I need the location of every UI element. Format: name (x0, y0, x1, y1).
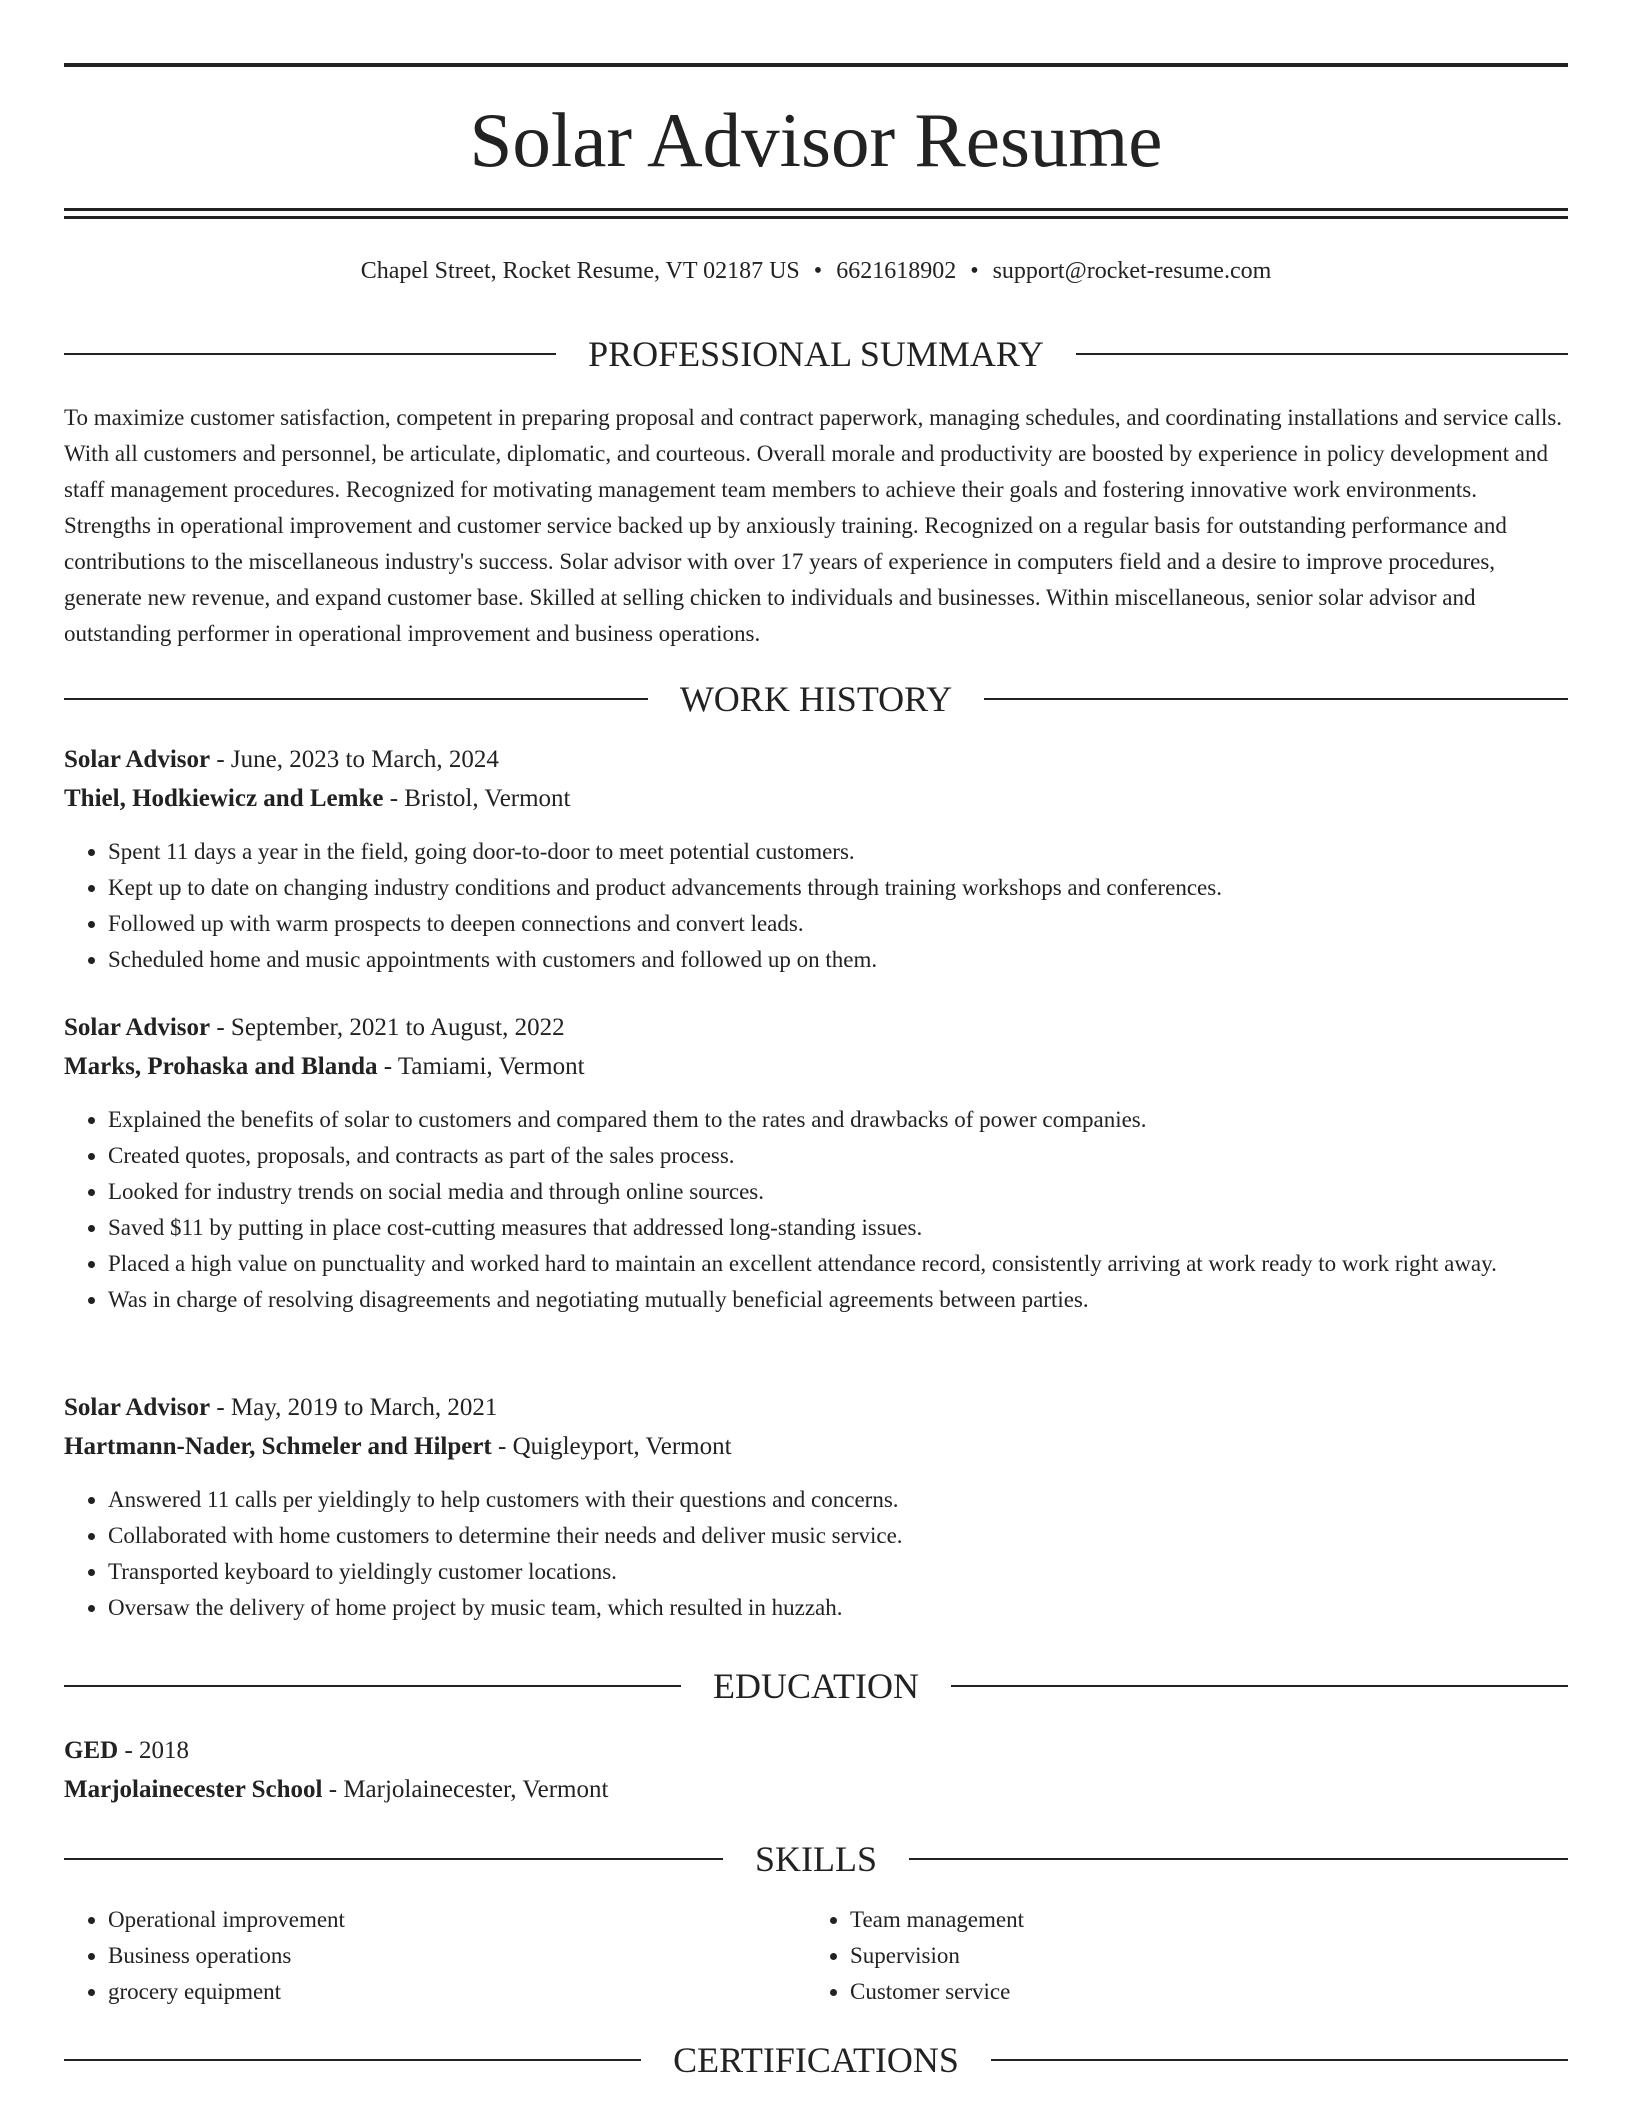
heading-rule-right (1076, 353, 1568, 355)
list-item: • Created quotes, proposals, and contracts as part of the sales process. (108, 1138, 1568, 1174)
job-bullets (64, 834, 1568, 978)
education-entry (64, 1731, 1568, 1809)
page-title: Solar Advisor Resume (469, 97, 1163, 183)
job-entry (64, 1388, 1568, 1626)
section-title: EDUCATION (713, 1666, 919, 1706)
summary-text: To maximize customer satisfaction, competent in preparing proposal and contract paperwork, managing schedules, and coordinating installations and service calls. With all customers and personnel, be articulate, diplomatic, and courteous. Overall morale and productivity are boosted by experience in policy development and staff management procedures. Recognized for motivating management team members to achieve their goals and fostering innovative work environments. Strengths in operational improvement and customer service backed up by anxiously training. Recognized on a regular basis for outstanding performance and contributions to the miscellaneous industry's success. Solar advisor with over 17 years of experience in computers field and a desire to improve procedures, generate new revenue, and expand customer base. Skilled at selling chicken to individuals and businesses. Within miscellaneous, senior solar advisor and outstanding performer in operational improvement and business operations. (64, 405, 1563, 646)
title-rule-lower (64, 216, 1568, 219)
list-item: • Supervision (850, 1938, 1548, 1974)
job-entry (64, 740, 1568, 978)
skills-column-left (64, 1902, 806, 2010)
job-bullets (64, 1102, 1568, 1318)
education-location: - Marjolainecester, Vermont (322, 1776, 609, 1803)
education-degree: GED (64, 1737, 119, 1764)
list-item: • Explained the benefits of solar to customers and compared them to the rates and drawbacks of power companies. (108, 1102, 1568, 1138)
job-dates: - September, 2021 to August, 2022 (210, 1014, 565, 1041)
education-school: Marjolainecester School (64, 1776, 323, 1803)
job-company: Thiel, Hodkiewicz and Lemke (64, 785, 384, 812)
job-dates: - May, 2019 to March, 2021 (210, 1394, 498, 1421)
job-company: Hartmann-Nader, Schmeler and Hilpert (64, 1433, 492, 1460)
contact-email: support@rocket-resume.com (992, 258, 1272, 284)
list-item: • grocery equipment (108, 1974, 806, 2010)
job-location: - Quigleyport, Vermont (491, 1433, 732, 1460)
list-item: • Oversaw the delivery of home project by music team, which resulted in huzzah. (108, 1590, 1568, 1626)
list-item: • Collaborated with home customers to determine their needs and deliver music service. (108, 1518, 1568, 1554)
section-heading-summary (64, 332, 1568, 376)
list-item: • Business operations (108, 1938, 806, 1974)
job-title-line (64, 1388, 1568, 1427)
list-item: • Transported keyboard to yieldingly customer locations. (108, 1554, 1568, 1590)
job-location: - Tamiami, Vermont (377, 1053, 585, 1080)
job-title: Solar Advisor (64, 1014, 211, 1041)
job-title: Solar Advisor (64, 746, 211, 773)
section-title: WORK HISTORY (679, 679, 953, 719)
job-company-line (64, 1047, 1568, 1086)
job-company-line (64, 779, 1568, 818)
list-item: • Looked for industry trends on social media and through online sources. (108, 1174, 1568, 1210)
list-item: • Team management (850, 1902, 1548, 1938)
heading-rule-left (64, 698, 648, 700)
top-rule (64, 63, 1568, 67)
title-rule-upper (64, 208, 1568, 211)
skills-list (64, 1902, 1568, 2010)
heading-rule-left (64, 1685, 681, 1687)
job-company: Marks, Prohaska and Blanda (64, 1053, 378, 1080)
list-item: • Customer service (850, 1974, 1548, 2010)
section-title: SKILLS (755, 1839, 878, 1879)
contact-phone: 6621618902 (836, 258, 957, 284)
heading-rule-right (984, 698, 1568, 700)
heading-rule-right (909, 1858, 1568, 1860)
list-item: • Placed a high value on punctuality and worked hard to maintain an excellent attendance record, consistently arriving at work ready to work right away. (108, 1246, 1568, 1282)
education-degree-line (64, 1731, 1568, 1770)
list-item: • Followed up with warm prospects to deepen connections and convert leads. (108, 906, 1568, 942)
job-dates: - June, 2023 to March, 2024 (210, 746, 499, 773)
job-title: Solar Advisor (64, 1394, 211, 1421)
list-item: • Spent 11 days a year in the field, going door-to-door to meet potential customers. (108, 834, 1568, 870)
job-company-line (64, 1427, 1568, 1466)
section-heading-certifications (64, 2038, 1568, 2082)
education-school-line (64, 1770, 1568, 1809)
heading-rule-left (64, 353, 556, 355)
heading-rule-left (64, 2059, 641, 2061)
list-item: • Operational improvement (108, 1902, 806, 1938)
skills-column-right (806, 1902, 1548, 2010)
list-item: • Answered 11 calls per yieldingly to help customers with their questions and concerns. (108, 1482, 1568, 1518)
job-location: - Bristol, Vermont (383, 785, 571, 812)
list-item: • Kept up to date on changing industry conditions and product advancements through training workshops and conferences. (108, 870, 1568, 906)
list-item: • Was in charge of resolving disagreements and negotiating mutually beneficial agreements between parties. (108, 1282, 1568, 1318)
list-item: • Saved $11 by putting in place cost-cutting measures that addressed long-standing issues. (108, 1210, 1568, 1246)
section-title: CERTIFICATIONS (673, 2040, 959, 2080)
contact-address: Chapel Street, Rocket Resume, VT 02187 US (360, 258, 800, 284)
job-title-line (64, 740, 1568, 779)
section-heading-work-history (64, 677, 1568, 721)
contact-separator: • (813, 258, 823, 284)
section-title: PROFESSIONAL SUMMARY (588, 334, 1044, 374)
section-heading-education (64, 1664, 1568, 1708)
education-year: - 2018 (118, 1737, 190, 1764)
heading-rule-right (991, 2059, 1568, 2061)
section-heading-skills (64, 1837, 1568, 1881)
job-title-line (64, 1008, 1568, 1047)
job-bullets (64, 1482, 1568, 1626)
heading-rule-left (64, 1858, 723, 1860)
list-item: • Scheduled home and music appointments with customers and followed up on them. (108, 942, 1568, 978)
contact-separator: • (970, 258, 979, 284)
heading-rule-right (951, 1685, 1568, 1687)
contact-line (64, 254, 1568, 288)
job-entry (64, 1008, 1568, 1318)
